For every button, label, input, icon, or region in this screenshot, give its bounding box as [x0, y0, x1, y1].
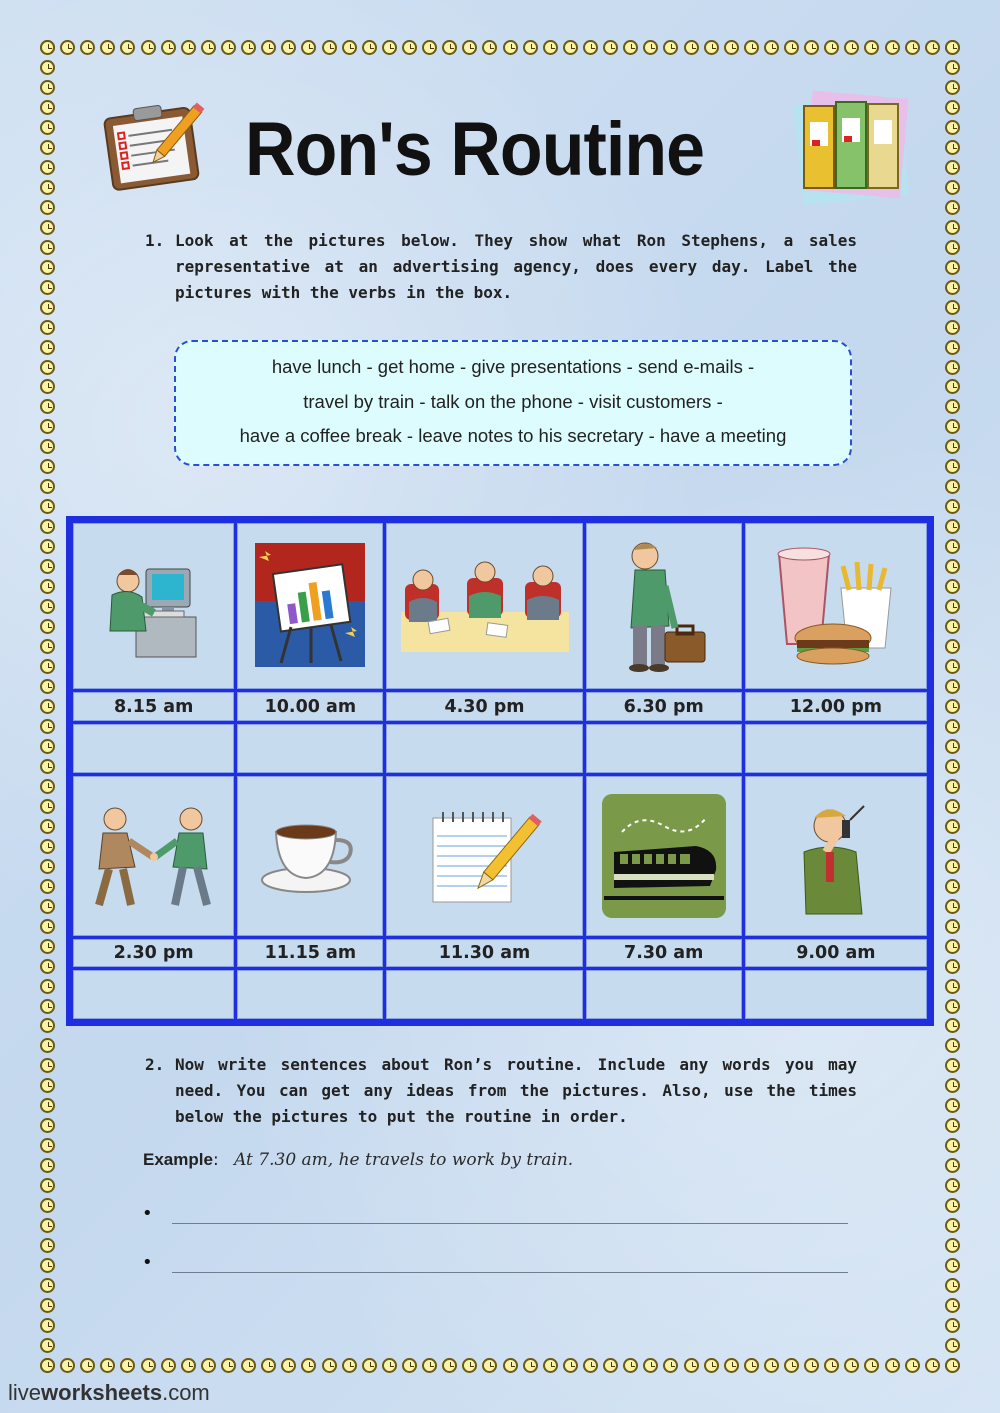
- clock-icon: [945, 1018, 960, 1033]
- clock-icon: [945, 859, 960, 874]
- answer-cell[interactable]: [386, 970, 582, 1019]
- clock-icon: [643, 1358, 658, 1373]
- clock-icon: [844, 40, 859, 55]
- clock-icon: [503, 40, 518, 55]
- clock-icon: [583, 1358, 598, 1373]
- clock-icon: [40, 659, 55, 674]
- bullet-icon: •: [142, 1203, 153, 1224]
- clock-icon: [40, 280, 55, 295]
- clock-icon: [945, 739, 960, 754]
- picture-grid: [66, 516, 934, 1026]
- clock-icon: [40, 459, 55, 474]
- clock-icon: [824, 40, 839, 55]
- clock-icon: [704, 40, 719, 55]
- clock-icon: [945, 180, 960, 195]
- instruction-1: [145, 228, 857, 306]
- clock-icon: [322, 1358, 337, 1373]
- clock-icon: [422, 1358, 437, 1373]
- clock-icon: [945, 1098, 960, 1113]
- clock-icon: [945, 979, 960, 994]
- clock-icon: [603, 1358, 618, 1373]
- clock-icon: [945, 379, 960, 394]
- clock-icon: [945, 439, 960, 454]
- instruction-text: Look at the pictures below. They show what Ron Stephens, a sales representative at an advertising agency, does every day. Label the pictures with the verbs in the box.: [175, 231, 857, 302]
- clock-border-bottom: [40, 1358, 960, 1373]
- time-label: 6.30 pm: [586, 692, 742, 720]
- clock-icon: [40, 1058, 55, 1073]
- clock-icon: [945, 599, 960, 614]
- clock-icon: [945, 719, 960, 734]
- presentation-chart-icon: [251, 541, 369, 671]
- clock-icon: [40, 999, 55, 1014]
- clock-icon: [40, 60, 55, 75]
- clock-icon: [422, 40, 437, 55]
- clock-icon: [804, 1358, 819, 1373]
- clock-icon: [945, 539, 960, 554]
- clock-icon: [362, 1358, 377, 1373]
- clock-icon: [141, 40, 156, 55]
- picture-cell: [237, 523, 383, 689]
- clock-icon: [221, 1358, 236, 1373]
- clock-icon: [181, 40, 196, 55]
- clock-icon: [623, 1358, 638, 1373]
- clock-icon: [945, 1238, 960, 1253]
- clock-icon: [40, 719, 55, 734]
- picture-row: [73, 776, 927, 936]
- clock-icon: [744, 1358, 759, 1373]
- clock-icon: [945, 1198, 960, 1213]
- clock-icon: [40, 300, 55, 315]
- clock-icon: [40, 1098, 55, 1113]
- clock-icon: [945, 779, 960, 794]
- clock-icon: [905, 1358, 920, 1373]
- clock-icon: [684, 1358, 699, 1373]
- binders-icon: [790, 88, 915, 213]
- time-label: 7.30 am: [586, 939, 742, 967]
- time-row: [73, 692, 927, 720]
- clock-icon: [482, 1358, 497, 1373]
- clock-icon: [40, 599, 55, 614]
- clock-icon: [945, 260, 960, 275]
- clock-icon: [40, 1198, 55, 1213]
- clock-icon: [583, 40, 598, 55]
- clock-icon: [40, 180, 55, 195]
- clock-border-top: [40, 40, 960, 55]
- clock-icon: [563, 40, 578, 55]
- clock-icon: [120, 40, 135, 55]
- clock-icon: [945, 899, 960, 914]
- clock-icon: [945, 1138, 960, 1153]
- clock-icon: [40, 519, 55, 534]
- man-on-phone-icon: [796, 796, 876, 916]
- instruction-2: [145, 1052, 857, 1130]
- clock-icon: [40, 419, 55, 434]
- clock-icon: [60, 1358, 75, 1373]
- clock-icon: [40, 879, 55, 894]
- clock-icon: [945, 819, 960, 834]
- clock-icon: [744, 40, 759, 55]
- footer-brand-light: live: [8, 1380, 42, 1405]
- clock-icon: [945, 120, 960, 135]
- clock-icon: [543, 40, 558, 55]
- clock-icon: [40, 1258, 55, 1273]
- clock-icon: [40, 779, 55, 794]
- clock-icon: [784, 40, 799, 55]
- footer-brand-bold: worksheets: [41, 1380, 163, 1405]
- clock-icon: [945, 579, 960, 594]
- clock-icon: [945, 1338, 960, 1353]
- clock-icon: [885, 40, 900, 55]
- meeting-icon: [399, 558, 571, 654]
- clock-icon: [402, 1358, 417, 1373]
- clock-icon: [523, 40, 538, 55]
- answer-cell[interactable]: [386, 724, 582, 773]
- clock-icon: [945, 240, 960, 255]
- clock-icon: [945, 1278, 960, 1293]
- clock-icon: [40, 559, 55, 574]
- clock-icon: [40, 899, 55, 914]
- clock-icon: [40, 499, 55, 514]
- clock-icon: [945, 499, 960, 514]
- answer-cell[interactable]: [586, 970, 742, 1019]
- clock-icon: [40, 100, 55, 115]
- clock-icon: [40, 1038, 55, 1053]
- clock-icon: [643, 40, 658, 55]
- clock-icon: [281, 40, 296, 55]
- time-row: [73, 939, 927, 967]
- answer-cell[interactable]: [745, 724, 927, 773]
- clock-icon: [623, 40, 638, 55]
- clock-icon: [945, 419, 960, 434]
- instruction-number: 2.: [145, 1055, 165, 1074]
- clock-icon: [945, 340, 960, 355]
- time-label: 12.00 pm: [745, 692, 927, 720]
- clock-icon: [40, 799, 55, 814]
- computer-user-icon: [106, 551, 202, 661]
- clock-icon: [261, 1358, 276, 1373]
- clock-icon: [100, 1358, 115, 1373]
- clock-icon: [141, 1358, 156, 1373]
- clock-icon: [40, 220, 55, 235]
- word-box: [174, 340, 852, 466]
- clock-icon: [704, 1358, 719, 1373]
- answer-cell[interactable]: [586, 724, 742, 773]
- clock-icon: [945, 759, 960, 774]
- answer-row: [73, 724, 927, 773]
- clock-icon: [40, 759, 55, 774]
- clock-icon: [40, 1138, 55, 1153]
- clock-icon: [864, 40, 879, 55]
- clock-icon: [945, 1258, 960, 1273]
- picture-row: [73, 523, 927, 689]
- clock-icon: [40, 1298, 55, 1313]
- clock-icon: [945, 399, 960, 414]
- clock-icon: [905, 40, 920, 55]
- clock-icon: [40, 340, 55, 355]
- clock-icon: [40, 619, 55, 634]
- picture-cell: [73, 523, 234, 689]
- clock-icon: [945, 619, 960, 634]
- answer-line[interactable]: [172, 1272, 848, 1273]
- clock-icon: [342, 40, 357, 55]
- clock-icon: [40, 539, 55, 554]
- time-label: 9.00 am: [745, 939, 927, 967]
- clock-icon: [945, 999, 960, 1014]
- clock-icon: [945, 1178, 960, 1193]
- coffee-cup-icon: [260, 816, 360, 896]
- clock-icon: [925, 1358, 940, 1373]
- picture-cell: [745, 776, 927, 936]
- clock-icon: [945, 40, 960, 55]
- clock-icon: [442, 40, 457, 55]
- clock-icon: [40, 160, 55, 175]
- clock-icon: [945, 1078, 960, 1093]
- clock-icon: [804, 40, 819, 55]
- word-box-line: have lunch - get home - give presentations - send e-mails -: [271, 356, 755, 377]
- time-label: 10.00 am: [237, 692, 383, 720]
- clock-icon: [945, 1318, 960, 1333]
- clock-icon: [945, 799, 960, 814]
- answer-cell[interactable]: [73, 970, 234, 1019]
- clock-icon: [945, 519, 960, 534]
- time-label: 11.30 am: [386, 939, 582, 967]
- train-icon: [600, 792, 728, 920]
- clock-icon: [945, 639, 960, 654]
- tired-man-briefcase-icon: [609, 536, 719, 676]
- clock-icon: [40, 40, 55, 55]
- clock-icon: [462, 1358, 477, 1373]
- clock-icon: [40, 1178, 55, 1193]
- clock-icon: [945, 659, 960, 674]
- clock-icon: [40, 1278, 55, 1293]
- clock-icon: [40, 200, 55, 215]
- footer-brand[interactable]: [8, 1380, 210, 1406]
- clock-icon: [221, 40, 236, 55]
- clock-icon: [261, 40, 276, 55]
- clock-icon: [724, 40, 739, 55]
- clock-icon: [40, 1358, 55, 1373]
- clock-icon: [945, 1218, 960, 1233]
- picture-cell: [586, 776, 742, 936]
- clock-icon: [945, 959, 960, 974]
- example-colon: :: [212, 1150, 219, 1170]
- clock-icon: [80, 1358, 95, 1373]
- answer-cell[interactable]: [237, 724, 383, 773]
- answer-cell[interactable]: [745, 970, 927, 1019]
- picture-cell: [386, 523, 582, 689]
- picture-cell: [386, 776, 582, 936]
- clock-icon: [945, 280, 960, 295]
- word-box-line: travel by train - talk on the phone - visit customers -: [303, 390, 723, 412]
- clock-icon: [945, 220, 960, 235]
- clock-icon: [40, 80, 55, 95]
- clock-icon: [945, 919, 960, 934]
- clock-icon: [945, 160, 960, 175]
- clock-icon: [201, 40, 216, 55]
- clock-icon: [161, 1358, 176, 1373]
- page-title: Ron's Routine: [245, 107, 705, 192]
- time-label: 11.15 am: [237, 939, 383, 967]
- clock-icon: [402, 40, 417, 55]
- clock-icon: [945, 300, 960, 315]
- answer-line[interactable]: [172, 1223, 848, 1224]
- clock-icon: [40, 1238, 55, 1253]
- clock-icon: [40, 1318, 55, 1333]
- clock-icon: [885, 1358, 900, 1373]
- clock-icon: [40, 260, 55, 275]
- clock-icon: [382, 40, 397, 55]
- clock-icon: [945, 699, 960, 714]
- clock-icon: [462, 40, 477, 55]
- answer-cell[interactable]: [237, 970, 383, 1019]
- time-label: 2.30 pm: [73, 939, 234, 967]
- clock-icon: [40, 859, 55, 874]
- clock-icon: [824, 1358, 839, 1373]
- picture-cell: [745, 523, 927, 689]
- clock-icon: [40, 1078, 55, 1093]
- clock-icon: [945, 1038, 960, 1053]
- clock-icon: [764, 40, 779, 55]
- clock-icon: [442, 1358, 457, 1373]
- example-sentence: [143, 1150, 573, 1170]
- clock-icon: [945, 1358, 960, 1373]
- clock-icon: [945, 320, 960, 335]
- time-label: 4.30 pm: [386, 692, 582, 720]
- bullet-icon: •: [142, 1252, 153, 1273]
- clock-icon: [482, 40, 497, 55]
- clock-icon: [945, 1158, 960, 1173]
- clock-icon: [40, 579, 55, 594]
- clock-icon: [40, 479, 55, 494]
- clock-icon: [201, 1358, 216, 1373]
- clock-icon: [523, 1358, 538, 1373]
- clock-icon: [945, 1118, 960, 1133]
- clock-icon: [40, 639, 55, 654]
- clock-icon: [281, 1358, 296, 1373]
- clock-icon: [563, 1358, 578, 1373]
- picture-cell: [586, 523, 742, 689]
- clock-icon: [945, 879, 960, 894]
- time-label: 8.15 am: [73, 692, 234, 720]
- clock-icon: [784, 1358, 799, 1373]
- instruction-text: Now write sentences about Ron’s routine. Include any words you may need. You can get any ideas from the pictures. Also, use the times below the pictures to put the routine in order.: [175, 1055, 857, 1126]
- clock-icon: [40, 1338, 55, 1353]
- clock-icon: [945, 939, 960, 954]
- clock-icon: [382, 1358, 397, 1373]
- clock-icon: [301, 1358, 316, 1373]
- clock-icon: [362, 40, 377, 55]
- clock-icon: [945, 100, 960, 115]
- clock-icon: [945, 60, 960, 75]
- clock-icon: [342, 1358, 357, 1373]
- answer-cell[interactable]: [73, 724, 234, 773]
- clock-icon: [241, 40, 256, 55]
- clock-icon: [945, 140, 960, 155]
- instruction-number: 1.: [145, 231, 165, 250]
- clock-icon: [945, 479, 960, 494]
- clock-icon: [684, 40, 699, 55]
- clock-icon: [40, 379, 55, 394]
- clock-icon: [543, 1358, 558, 1373]
- clock-icon: [40, 120, 55, 135]
- word-box-line: have a coffee break - leave notes to his secretary - have a meeting: [239, 425, 787, 446]
- clock-icon: [40, 439, 55, 454]
- clock-icon: [40, 679, 55, 694]
- clock-icon: [40, 959, 55, 974]
- clock-icon: [724, 1358, 739, 1373]
- notepad-pencil-icon: [425, 806, 545, 906]
- clock-icon: [100, 40, 115, 55]
- clock-icon: [241, 1358, 256, 1373]
- clock-icon: [945, 559, 960, 574]
- clock-icon: [181, 1358, 196, 1373]
- clock-icon: [40, 1018, 55, 1033]
- fast-food-icon: [771, 544, 901, 668]
- clock-icon: [503, 1358, 518, 1373]
- footer-brand-suffix: .com: [162, 1380, 210, 1405]
- clock-icon: [663, 40, 678, 55]
- clock-icon: [945, 1058, 960, 1073]
- picture-cell: [73, 776, 234, 936]
- example-label: Example: [143, 1150, 213, 1169]
- clock-icon: [40, 1218, 55, 1233]
- clock-icon: [40, 399, 55, 414]
- clock-icon: [60, 40, 75, 55]
- clock-icon: [945, 80, 960, 95]
- clock-icon: [40, 839, 55, 854]
- clock-icon: [764, 1358, 779, 1373]
- clock-icon: [40, 739, 55, 754]
- clipboard-icon: [100, 98, 215, 193]
- clock-icon: [40, 979, 55, 994]
- clock-icon: [945, 1298, 960, 1313]
- clock-icon: [663, 1358, 678, 1373]
- clock-icon: [322, 40, 337, 55]
- clock-icon: [945, 459, 960, 474]
- clock-icon: [40, 360, 55, 375]
- clock-icon: [844, 1358, 859, 1373]
- answer-row: [73, 970, 927, 1019]
- clock-icon: [40, 919, 55, 934]
- clock-icon: [40, 939, 55, 954]
- clock-icon: [40, 1118, 55, 1133]
- clock-icon: [80, 40, 95, 55]
- clock-icon: [161, 40, 176, 55]
- picture-cell: [237, 776, 383, 936]
- clock-icon: [864, 1358, 879, 1373]
- clock-icon: [945, 679, 960, 694]
- clock-icon: [945, 200, 960, 215]
- clock-icon: [925, 40, 940, 55]
- clock-icon: [945, 839, 960, 854]
- clock-border-right: [945, 40, 960, 1373]
- clock-icon: [301, 40, 316, 55]
- clock-border-left: [40, 40, 55, 1373]
- handshake-icon: [79, 801, 229, 911]
- clock-icon: [40, 699, 55, 714]
- clock-icon: [40, 1158, 55, 1173]
- clock-icon: [40, 320, 55, 335]
- clock-icon: [40, 819, 55, 834]
- clock-icon: [120, 1358, 135, 1373]
- clock-icon: [945, 360, 960, 375]
- clock-icon: [603, 40, 618, 55]
- example-text: At 7.30 am, he travels to work by train.: [234, 1150, 574, 1170]
- clock-icon: [40, 140, 55, 155]
- clock-icon: [40, 240, 55, 255]
